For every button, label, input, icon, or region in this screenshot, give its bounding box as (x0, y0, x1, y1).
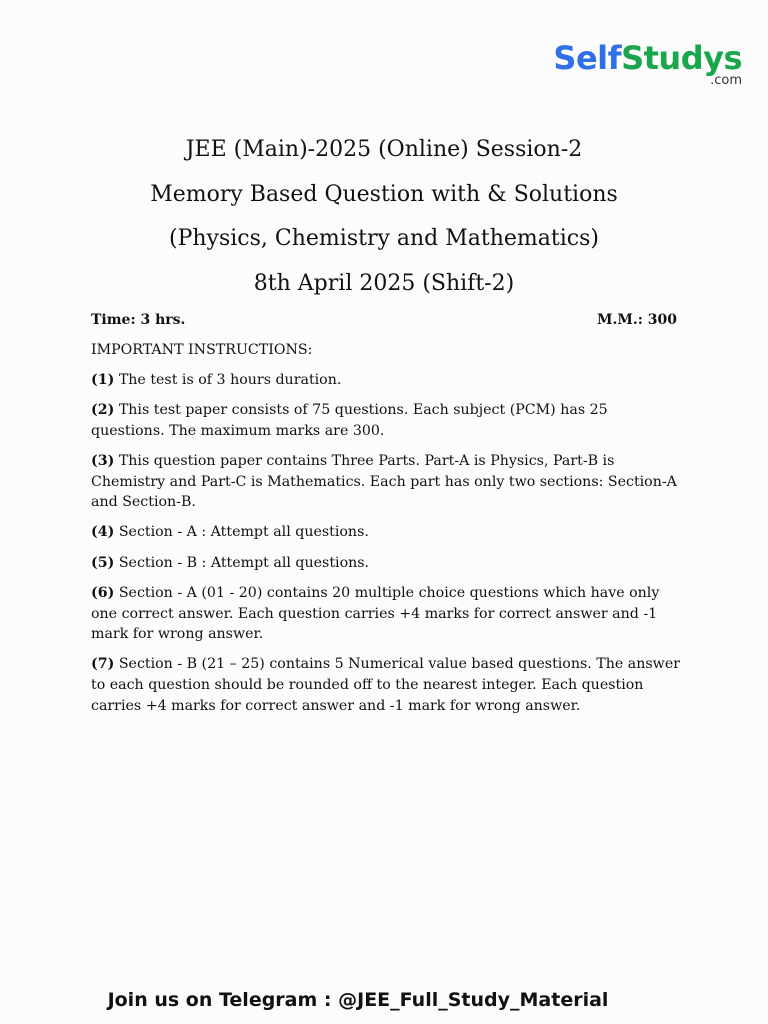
instructions-section (91, 340, 683, 726)
instruction-item (91, 583, 683, 645)
exam-meta-row (91, 310, 677, 330)
title-line-subjects: (Physics, Chemistry and Mathematics) (169, 226, 599, 251)
instruction-number: (4) (91, 524, 115, 541)
exam-duration: Time: 3 hrs. (91, 312, 186, 328)
instruction-number: (1) (91, 371, 115, 388)
instruction-text: This test paper consists of 75 questions. Each subject (PCM) has 25 questions. The maximum marks are 300. (91, 401, 608, 439)
instruction-text: The test is of 3 hours duration. (118, 371, 342, 388)
instruction-item (91, 553, 683, 574)
instruction-item (91, 370, 683, 391)
logo-wordmark (553, 40, 742, 76)
logo-studys-text: Studys (621, 39, 742, 77)
instruction-text: Section - A : Attempt all questions. (118, 524, 369, 541)
instruction-text: Section - A (01 - 20) contains 20 multiple choice questions which have only one correct answer. Each question carries +4 marks for correct answer and -1 mark for wrong answer. (91, 584, 660, 643)
instruction-number: (6) (91, 584, 115, 601)
instruction-number: (5) (91, 554, 115, 571)
title-line-exam: JEE (Main)-2025 (Online) Session-2 (185, 137, 583, 162)
instruction-item (91, 400, 683, 441)
instruction-item (91, 522, 683, 543)
instruction-item (91, 654, 683, 716)
telegram-footer: Join us on Telegram : @JEE_Full_Study_Material (107, 989, 609, 1011)
title-line-date-shift: 8th April 2025 (Shift-2) (253, 270, 515, 296)
logo-domain-suffix: .com (710, 73, 742, 88)
instructions-heading: IMPORTANT INSTRUCTIONS: (91, 342, 313, 358)
instruction-number: (2) (91, 401, 115, 418)
instruction-text: Section - B : Attempt all questions. (118, 554, 370, 571)
instruction-number: (3) (91, 452, 115, 469)
instruction-item (91, 451, 683, 513)
exam-max-marks: M.M.: 300 (596, 312, 677, 328)
document-title (0, 128, 768, 306)
instruction-number: (7) (91, 656, 115, 673)
selfstudys-logo (553, 40, 742, 88)
title-line-paper-type: Memory Based Question with & Solutions (150, 181, 618, 207)
instruction-text: Section - B (21 – 25) contains 5 Numerical value based questions. The answer to each question should be rounded off to the nearest integer. Each question carries +4 marks for correct answer and -1 mark for wrong answer. (91, 656, 680, 714)
instruction-text: This question paper contains Three Parts. Part-A is Physics, Part-B is Chemistry and Part-C is Mathematics. Each part has only two sections: Section-A and Section-B. (91, 452, 677, 511)
logo-self-text: Self (553, 39, 622, 77)
